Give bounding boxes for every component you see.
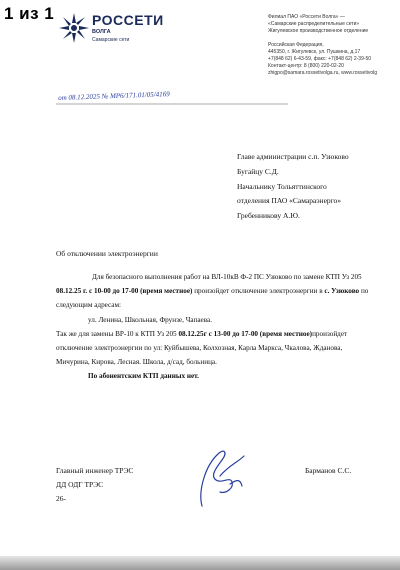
addressee-line: Главе администрации с.п. Узюково [237,152,349,161]
text-run: Для безопасного выполнения работ на ВЛ-10кВ Ф-2 ПС Узюково по замене КТП Уз 205 [92,273,362,281]
letter-body [56,270,376,384]
paragraph-1 [56,270,376,313]
header-line: Жигулевское производственное отделение [268,28,369,35]
text-run: произойдет отключение электроэнергии в [192,287,325,296]
text-run: произойдет отключение электроэнергии по ул: Куйбышева, Колхозная, Карла Маркса, Чкалова, Жданова, Мичурина, Кирова, Лесная. Школа, д/сад, больница. [56,329,348,367]
paragraph-2: ул. Ленина, Школьная, Фрунзе, Чапаева. [88,315,212,324]
header-line: Контакт-центр: 8 (800) 220-02-20 [268,63,344,70]
addressee-block [237,150,397,224]
bold-place: с. Узюково [324,287,360,296]
signer-title: Главный инженер ТРЭС [56,466,134,475]
header-line: +7(848 62) 6-43-59, факс: +7(848 62) 2-39-50 [268,56,372,63]
bold-time: 08.12.25г с 13-00 до 17-00 (время местное) [178,329,313,338]
header-org-block [268,14,396,36]
paragraph-4: По абонентским КТП данных нет. [88,372,199,381]
bold-time: 08.12.25 г. с 10-00 до 17-00 (время местное) [56,287,193,296]
outgoing-number: 26- [56,494,66,503]
letter-subject: Об отключении электроэнергии [56,249,158,258]
paragraph-3 [56,327,376,370]
registration-handwritten: от 08.12.2025 № МР6/171.01/05/4169 [58,90,170,102]
logo-sub-region: ВОЛГА [92,29,111,35]
text-run: Так же для замены ВР-10 к КТП Уз 205 [56,329,179,338]
header-requisites [268,14,396,84]
addressee-line: Начальнику Тольяттинского [237,181,327,191]
signer-name: Барманов С.С. [305,466,352,475]
department-code: ДД ОДГ ТРЭС [56,480,104,489]
addressee-line: отделения ПАО «Самараэнерго» [237,196,342,206]
signature-handwritten [180,436,260,516]
header-line: 445350, г. Жигулевск, ул. Пушкина, д.17 [268,48,361,55]
header-line: zhigpo@samara.rossetivolga.ru, www.rossetivolg [268,70,378,77]
header-line: Российская Федерация, [268,41,324,48]
header-line: «Самарские распределительные сети» [268,21,360,28]
scan-bottom-edge [0,556,400,570]
logo-sub-branch: Самарские сети [92,37,130,43]
header-line: Филиал ПАО «Россети Волга» — [268,14,345,20]
page-counter: 1 из 1 [4,4,55,23]
addressee-line: Гребенникову А.Ю. [237,211,300,221]
text-run: по следующим адресам: [56,287,369,310]
logo-brand: РОССЕТИ [92,12,164,28]
addressee-line: Бугайцу С.Д. [237,166,279,176]
header-contact-block [268,42,396,78]
